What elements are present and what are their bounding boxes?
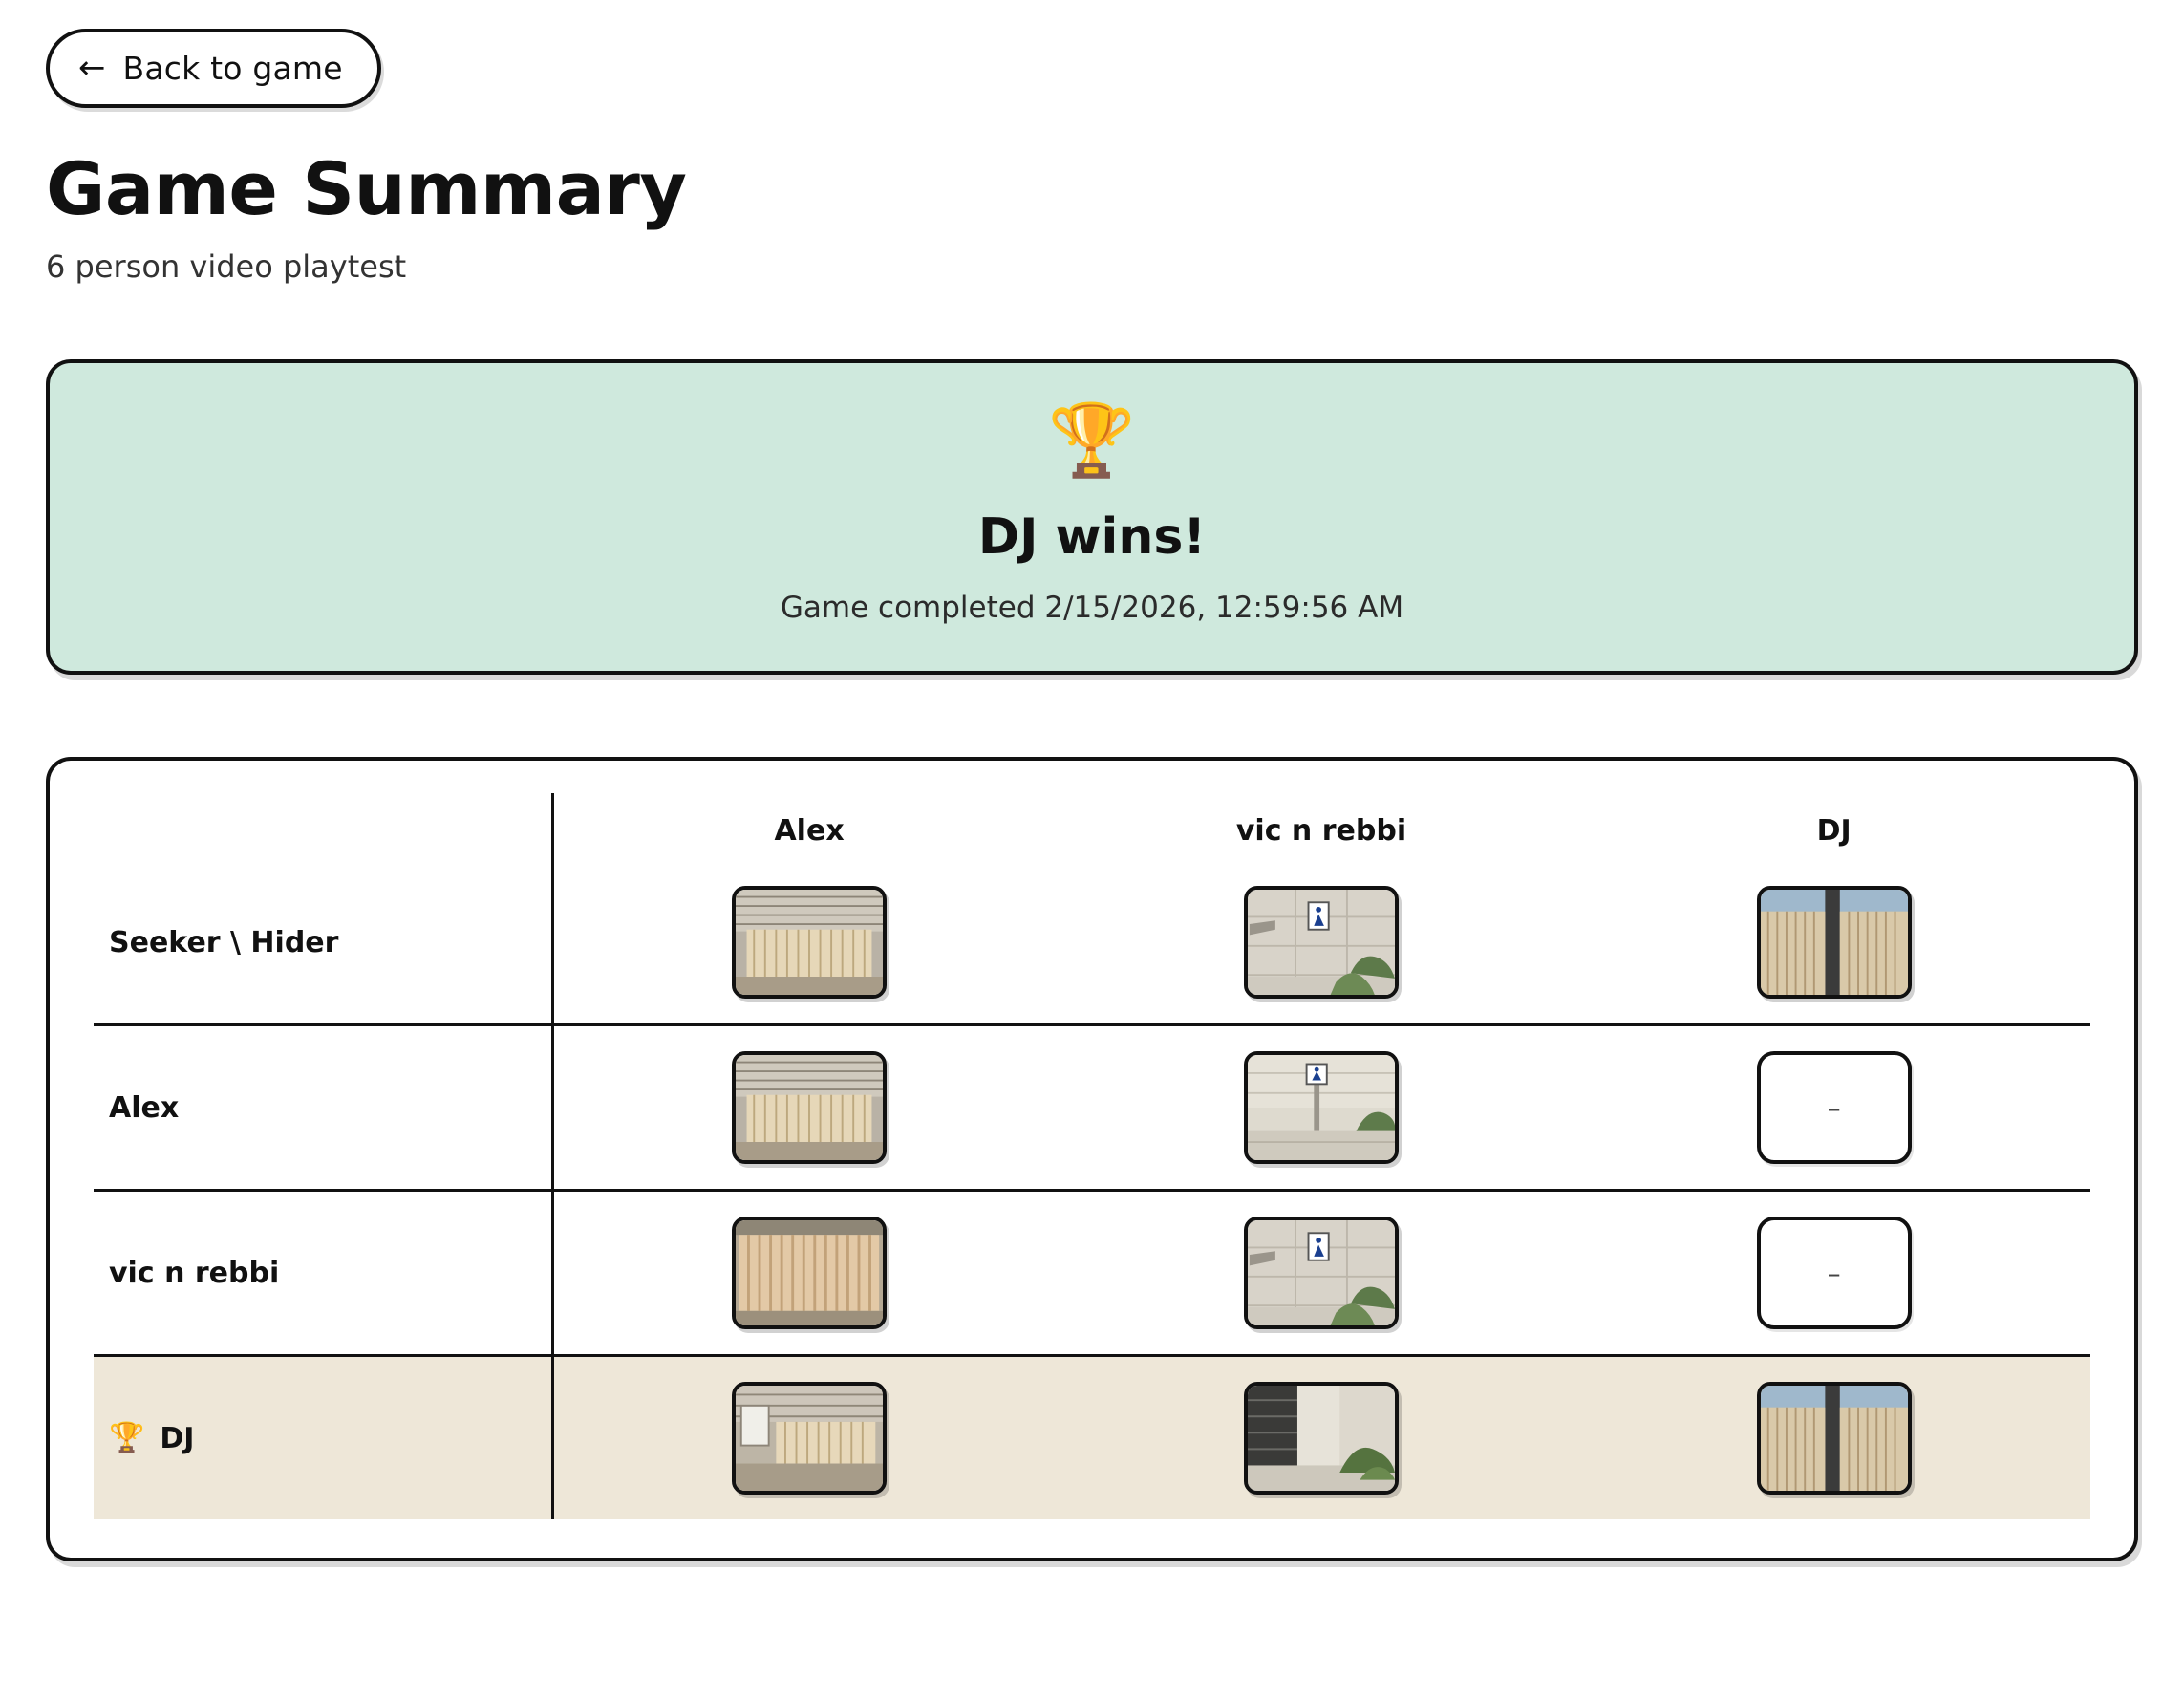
matrix-row [94,1356,2090,1520]
player-name: vic n rebbi [109,1256,280,1290]
photo-thumbnail-bench-slats-sky[interactable] [1757,886,1912,999]
photo-thumbnail-pallets-gravel-yard[interactable] [732,1382,887,1495]
trophy-icon: 🏆 [109,1421,145,1455]
matrix-row [94,861,2090,1025]
matrix-header-row [94,793,2090,861]
matrix-column-header: Alex [552,793,1065,861]
back-to-game-label: Back to game [122,50,343,87]
matrix-cell-photo[interactable] [1577,1356,2090,1520]
photo-thumbnail-accessible-sign-wall[interactable] [1244,1217,1399,1329]
photo-thumbnail-stairs-shrub-walkway[interactable] [1244,1382,1399,1495]
winner-banner [46,359,2138,675]
photo-thumbnail-accessible-post-walkway[interactable] [1244,1051,1399,1164]
winner-text: DJ wins! [977,508,1207,566]
trophy-icon: 🏆 [1047,399,1137,482]
matrix-row [94,1191,2090,1356]
game-completed-timestamp: Game completed 2/15/2026, 12:59:56 AM [780,591,1404,625]
matrix-row-label [94,1356,552,1520]
photo-thumbnail-accessible-sign-wall[interactable] [1244,886,1399,999]
matrix-row [94,1025,2090,1191]
matrix-cell-empty [1577,1191,2090,1356]
photo-thumbnail-lumber-planks-closeup[interactable] [732,1217,887,1329]
matrix-cell-photo[interactable] [552,1191,1065,1356]
page-subtitle: 6 person video playtest [46,248,407,285]
matrix-cell-photo[interactable] [1065,1356,1578,1520]
player-name: DJ [160,1421,195,1455]
matrix-cell-photo[interactable] [1065,1025,1578,1191]
matrix-row-label [94,1025,552,1191]
matrix-cell-photo[interactable] [552,1025,1065,1191]
matrix-cell-photo[interactable] [1065,1191,1578,1356]
results-matrix-table [94,793,2090,1519]
player-name: Alex [109,1090,180,1125]
matrix-cell-empty [1577,1025,2090,1191]
matrix-column-header: DJ [1816,814,1852,848]
results-matrix-card [46,757,2138,1561]
matrix-row-label [94,1191,552,1356]
empty-value: – [1757,1217,1912,1329]
page-title: Game Summary [46,146,687,231]
back-to-game-button[interactable] [46,29,381,108]
matrix-cell-photo[interactable] [552,1356,1065,1520]
matrix-corner-label: Seeker \ Hider [109,925,339,959]
matrix-cell-photo[interactable] [552,861,1065,1025]
empty-value: – [1757,1051,1912,1164]
matrix-cell-photo[interactable] [1577,861,2090,1025]
photo-thumbnail-bench-slats-sky[interactable] [1757,1382,1912,1495]
matrix-column-header: vic n rebbi [1235,814,1407,848]
photo-thumbnail-pallets-stacked-lumber[interactable] [732,886,887,999]
matrix-corner-blank [94,793,552,861]
arrow-left-icon: ← [78,48,106,87]
photo-thumbnail-pallets-stacked-lumber[interactable] [732,1051,887,1164]
matrix-cell-photo[interactable] [1065,861,1578,1025]
